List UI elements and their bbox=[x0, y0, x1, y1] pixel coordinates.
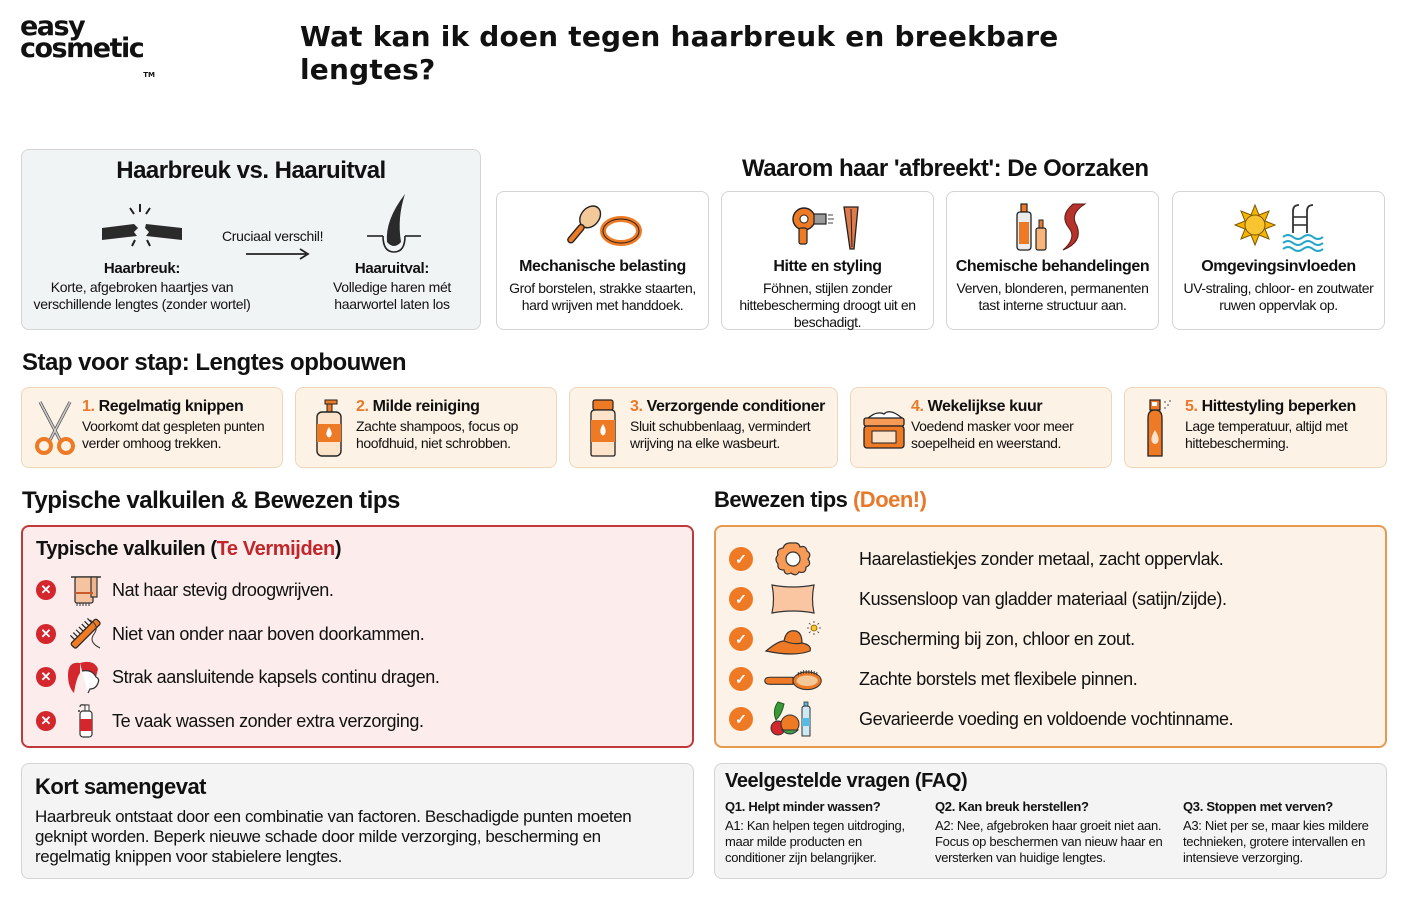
pitfall-text: Niet van onder naar boven doorkammen. bbox=[112, 623, 425, 644]
haaruitval-desc-2: haarwortel laten los bbox=[334, 296, 450, 312]
tip-item bbox=[729, 540, 1223, 578]
step-desc: Zachte shampoos, focus op hoofdhuid, niet schrobben. bbox=[356, 418, 518, 451]
conditioner-tube-icon bbox=[578, 398, 628, 458]
check-circle-icon: ✓ bbox=[729, 627, 753, 651]
tips-heading-highlight: (Doen!) bbox=[852, 487, 927, 512]
x-circle-icon: ✕ bbox=[36, 624, 56, 644]
tip-text: Kussensloop van gladder materiaal (satijn/zijde). bbox=[859, 588, 1227, 609]
logo-line-cosmetic bbox=[20, 33, 155, 79]
step-number: 3. bbox=[630, 398, 643, 415]
check-circle-icon: ✓ bbox=[729, 587, 753, 611]
brush-and-hairband-icon bbox=[497, 200, 708, 255]
pitfalls-title-highlight: Te Vermijden bbox=[216, 538, 335, 560]
pitfall-item bbox=[36, 616, 424, 652]
x-circle-icon: ✕ bbox=[36, 580, 56, 600]
summary-card bbox=[21, 763, 694, 879]
scissors-icon bbox=[30, 398, 80, 458]
check-circle-icon: ✓ bbox=[729, 667, 753, 691]
faq-card bbox=[714, 763, 1387, 879]
step-text bbox=[630, 398, 831, 452]
cause-card-chemical bbox=[946, 191, 1159, 330]
comparison-title: Haarbreuk vs. Haaruitval bbox=[116, 157, 386, 184]
towel-icon bbox=[66, 572, 106, 608]
step-title-text: Wekelijkse kuur bbox=[927, 398, 1043, 415]
food-and-water-icon bbox=[763, 700, 823, 738]
tips-heading bbox=[714, 487, 926, 513]
haarbreuk-desc-2: verschillende lengtes (zonder wortel) bbox=[33, 296, 251, 312]
chemical-bottles-and-hair-icon bbox=[947, 200, 1158, 255]
x-circle-icon: ✕ bbox=[36, 711, 56, 731]
step-card-4 bbox=[850, 387, 1112, 468]
steps-heading: Stap voor stap: Lengtes opbouwen bbox=[22, 349, 407, 376]
pitfall-item bbox=[36, 703, 424, 739]
faq-item-3 bbox=[1183, 799, 1383, 866]
step-card-3 bbox=[569, 387, 838, 468]
tip-item bbox=[729, 660, 1137, 698]
brand-logo bbox=[20, 11, 155, 79]
tips-box bbox=[714, 525, 1387, 748]
cause-card-mechanical bbox=[496, 191, 709, 330]
pitfalls-box bbox=[21, 525, 694, 748]
pitfall-item bbox=[36, 572, 334, 608]
pitfalls-title-suffix: ) bbox=[334, 538, 342, 560]
logo-word: cosmetic bbox=[20, 33, 144, 64]
check-circle-icon: ✓ bbox=[729, 707, 753, 731]
cause-desc: Föhnen, stijlen zonder hittebescherming droogt uit en beschadigt. bbox=[739, 280, 916, 330]
trademark: TM bbox=[143, 71, 155, 79]
hair-mask-jar-icon bbox=[859, 398, 909, 458]
step-number: 1. bbox=[82, 398, 95, 415]
step-number: 5. bbox=[1185, 398, 1198, 415]
faq-question: Q1. Helpt minder wassen? bbox=[725, 799, 881, 814]
pitfall-text: Nat haar stevig droogwrijven. bbox=[112, 579, 334, 600]
soft-brush-icon bbox=[763, 660, 823, 698]
step-card-5 bbox=[1124, 387, 1387, 468]
step-text bbox=[1185, 398, 1380, 452]
page-title: Wat kan ik doen tegen haarbreuk en breekbare lengtes? bbox=[300, 20, 1059, 86]
haaruitval-desc-1: Volledige haren mét bbox=[332, 279, 452, 295]
sun-and-pool-icon bbox=[1173, 200, 1384, 255]
step-title bbox=[630, 398, 831, 416]
faq-question: Q3. Stoppen met verven? bbox=[1183, 799, 1333, 814]
pitfalls-section-heading: Typische valkuilen & Bewezen tips bbox=[22, 487, 400, 514]
haarbreuk-desc-1: Korte, afgebroken haartjes van bbox=[50, 279, 234, 295]
tip-text: Zachte borstels met flexibele pinnen. bbox=[859, 668, 1138, 689]
check-circle-icon: ✓ bbox=[729, 547, 753, 571]
arrow-right-icon bbox=[246, 248, 312, 260]
faq-item-2 bbox=[935, 799, 1175, 866]
cause-title: Hitte en styling bbox=[773, 258, 882, 275]
pillow-icon bbox=[763, 580, 823, 618]
faq-title: Veelgestelde vragen (FAQ) bbox=[725, 770, 968, 792]
shampoo-pump-icon bbox=[304, 398, 354, 458]
cause-desc: Grof borstelen, strakke staarten, hard wrijven met handdoek. bbox=[509, 280, 696, 313]
cause-desc: UV-straling, chloor- en zoutwater ruwen oppervlak op. bbox=[1183, 280, 1374, 313]
haarbreuk-label: Haarbreuk: bbox=[103, 260, 181, 277]
step-card-1 bbox=[21, 387, 283, 468]
step-number: 2. bbox=[356, 398, 369, 415]
tip-item bbox=[729, 620, 1135, 658]
faq-answer: A3: Niet per se, maar kies mildere technieken, grotere intervallen en intensieve verzorging. bbox=[1183, 818, 1369, 865]
step-text bbox=[82, 398, 276, 452]
tip-item bbox=[729, 580, 1227, 618]
shampoo-bottle-icon bbox=[66, 703, 106, 739]
cause-title: Mechanische belasting bbox=[519, 258, 686, 275]
haaruitval-column bbox=[322, 260, 462, 313]
tight-ponytail-icon bbox=[66, 659, 106, 695]
summary-title: Kort samengevat bbox=[35, 774, 207, 799]
broken-hair-icon bbox=[100, 202, 184, 248]
causes-heading: Waarom haar 'afbreekt': De Oorzaken bbox=[742, 155, 1149, 182]
step-title bbox=[356, 398, 550, 416]
pitfall-item bbox=[36, 659, 439, 695]
crucial-difference-label: Cruciaal verschil! bbox=[222, 228, 324, 244]
tip-text: Haarelastiekjes zonder metaal, zacht oppervlak. bbox=[859, 548, 1224, 569]
step-title-text: Regelmatig knippen bbox=[98, 398, 244, 415]
cause-card-environment bbox=[1172, 191, 1385, 330]
faq-answer: A1: Kan helpen tegen uitdroging, maar milde producten en conditioner zijn belangrijker. bbox=[725, 818, 905, 865]
step-title bbox=[1185, 398, 1380, 416]
cause-title: Chemische behandelingen bbox=[955, 258, 1150, 275]
heat-protect-spray-icon bbox=[1133, 398, 1183, 458]
haaruitval-label: Haaruitval: bbox=[354, 260, 430, 277]
step-card-2 bbox=[295, 387, 557, 468]
faq-question: Q2. Kan breuk herstellen? bbox=[935, 799, 1089, 814]
cause-title: Omgevingsinvloeden bbox=[1201, 258, 1356, 275]
logo-line-easy: easy bbox=[20, 11, 85, 42]
scrunchie-icon bbox=[763, 540, 823, 578]
hair-root-icon bbox=[365, 190, 423, 258]
step-text bbox=[356, 398, 550, 452]
step-text bbox=[911, 398, 1105, 452]
comb-with-hair-icon bbox=[66, 616, 106, 652]
pitfalls-title bbox=[36, 538, 341, 561]
pitfall-text: Te vaak wassen zonder extra verzorging. bbox=[112, 710, 424, 731]
cause-card-heat bbox=[721, 191, 934, 330]
faq-answer: A2: Nee, afgebroken haar groeit niet aan. Focus op beschermen van nieuw haar en versterken van huidige lengtes. bbox=[935, 818, 1163, 865]
haarbreuk-column bbox=[24, 260, 260, 313]
step-desc: Lage temperatuur, altijd met hittebescherming. bbox=[1185, 418, 1348, 451]
cause-desc: Verven, blonderen, permanenten tast interne structuur aan. bbox=[956, 280, 1149, 313]
step-title-text: Milde reiniging bbox=[372, 398, 480, 415]
sun-hat-icon bbox=[763, 620, 823, 658]
tip-text: Gevarieerde voeding en voldoende vochtinname. bbox=[859, 708, 1234, 729]
comparison-card bbox=[21, 149, 481, 330]
step-desc: Voedend masker voor meer soepelheid en weerstand. bbox=[911, 418, 1074, 451]
tip-item bbox=[729, 700, 1233, 738]
pitfalls-title-prefix: Typische valkuilen ( bbox=[36, 538, 217, 560]
pitfall-text: Strak aansluitende kapsels continu dragen. bbox=[112, 666, 440, 687]
step-title bbox=[911, 398, 1105, 416]
step-desc: Sluit schubbenlaag, vermindert wrijving na elke wasbeurt. bbox=[630, 418, 811, 451]
step-number: 4. bbox=[911, 398, 924, 415]
summary-body: Haarbreuk ontstaat door een combinatie van factoren. Beschadigde punten moeten geknipt worden. Beperk nieuwe schade door milde verzorging, bescherming en regelmatig knippen voor stabielere lengtes. bbox=[35, 807, 632, 866]
step-title-text: Verzorgende conditioner bbox=[646, 398, 825, 415]
step-title-text: Hittestyling beperken bbox=[1201, 398, 1356, 415]
hairdryer-and-straightener-icon bbox=[722, 200, 933, 255]
step-title bbox=[82, 398, 276, 416]
faq-item-1 bbox=[725, 799, 925, 866]
tips-heading-prefix: Bewezen tips bbox=[714, 487, 853, 512]
x-circle-icon: ✕ bbox=[36, 667, 56, 687]
tip-text: Bescherming bij zon, chloor en zout. bbox=[859, 628, 1135, 649]
step-desc: Voorkomt dat gespleten punten verder omhoog trekken. bbox=[82, 418, 265, 451]
